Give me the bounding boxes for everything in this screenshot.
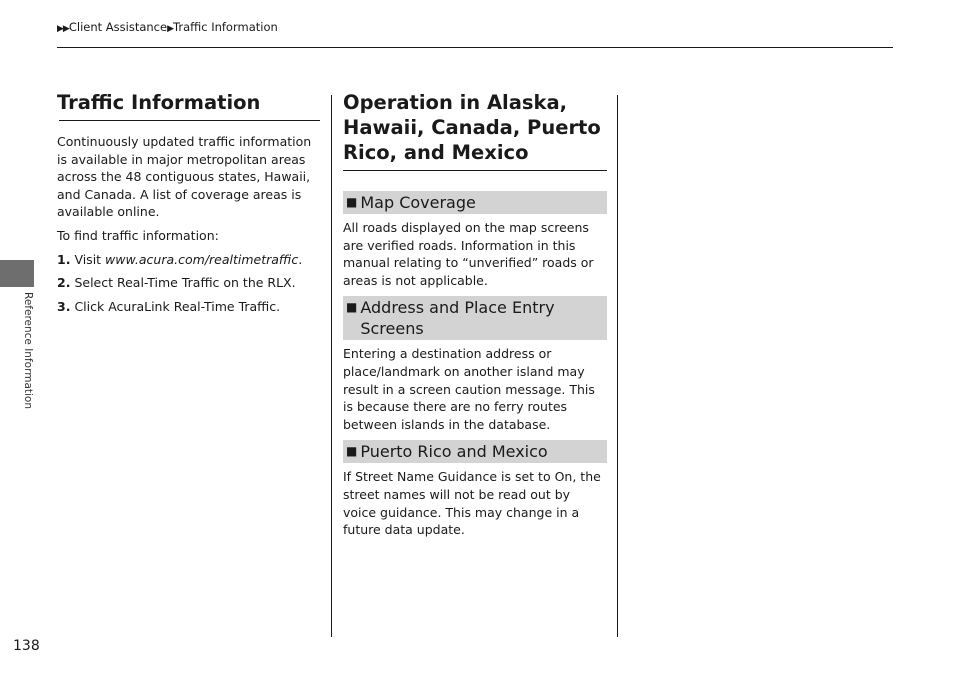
title-rule bbox=[343, 170, 607, 171]
square-bullet-icon: ■ bbox=[346, 444, 358, 459]
body-text-rest: , the street names will not be read out by voice guidance. This may change in a future data update. bbox=[343, 469, 601, 538]
puerto-rico-mexico-heading bbox=[343, 440, 607, 463]
traffic-find-paragraph: To find traffic information: bbox=[57, 227, 219, 243]
step-text: Click AcuraLink Real-Time Traffic. bbox=[74, 298, 281, 314]
body-text-if: If bbox=[343, 469, 356, 485]
section-heading-text: Map Coverage bbox=[360, 193, 476, 212]
operation-column bbox=[343, 90, 607, 539]
on-setting-term: On bbox=[554, 469, 573, 485]
side-tab-marker bbox=[0, 260, 34, 287]
address-place-entry-heading bbox=[343, 296, 607, 340]
step-text: Visit bbox=[74, 251, 106, 267]
step-number: 2. bbox=[57, 275, 71, 291]
step-text-end: . bbox=[298, 251, 303, 267]
step-number: 1. bbox=[57, 251, 71, 267]
list-item bbox=[57, 251, 320, 269]
page-number: 138 bbox=[13, 638, 40, 654]
breadcrumb bbox=[57, 20, 278, 34]
square-bullet-icon: ■ bbox=[346, 195, 358, 209]
step-text: Select Real-Time Traffic on the RLX. bbox=[74, 275, 296, 291]
list-item bbox=[57, 298, 320, 316]
breadcrumb-arrows-icon: ▶▶ bbox=[57, 24, 69, 34]
map-coverage-heading bbox=[343, 191, 607, 214]
section-heading-text: Puerto Rico and Mexico bbox=[360, 442, 548, 462]
list-item bbox=[57, 274, 320, 292]
square-bullet-icon: ■ bbox=[346, 300, 358, 315]
traffic-url-link[interactable]: www.acura.com/realtimetraffic bbox=[105, 251, 299, 267]
side-tab-label: Reference Information bbox=[22, 292, 34, 409]
header-rule bbox=[57, 47, 893, 48]
breadcrumb-item-traffic-information[interactable]: Traffic Information bbox=[173, 20, 278, 34]
breadcrumb-separator-icon: ▶ bbox=[167, 24, 173, 34]
breadcrumb-item-client-assistance[interactable]: Client Assistance bbox=[68, 20, 168, 34]
operation-title: Operation in Alaska, Hawaii, Canada, Puerto Rico, and Mexico bbox=[343, 91, 601, 164]
map-coverage-body: All roads displayed on the map screens are verified roads. Information in this manual relating to “unverified” roads or areas is not applicable. bbox=[343, 220, 594, 288]
column-divider bbox=[617, 95, 618, 637]
street-name-guidance-term: Street Name Guidance bbox=[355, 469, 498, 485]
puerto-rico-mexico-body bbox=[343, 468, 607, 538]
step-number: 3. bbox=[57, 298, 71, 314]
traffic-intro-paragraph: Continuously updated traffic information is available in major metropolitan areas across the 48 contiguous states, Hawaii, and Canada. A list of coverage areas is available online. bbox=[57, 134, 312, 220]
address-place-entry-body: Entering a destination address or place/landmark on another island may result in a screen caution message. This is because there are no ferry routes between islands in the database. bbox=[343, 346, 595, 432]
body-text-mid: is set to bbox=[497, 469, 555, 485]
section-heading-text: Address and Place Entry Screens bbox=[360, 298, 555, 339]
title-rule bbox=[59, 120, 320, 121]
traffic-information-column bbox=[57, 90, 320, 321]
column-divider bbox=[331, 95, 332, 637]
traffic-steps-list bbox=[57, 251, 320, 316]
traffic-information-title: Traffic Information bbox=[57, 91, 261, 114]
